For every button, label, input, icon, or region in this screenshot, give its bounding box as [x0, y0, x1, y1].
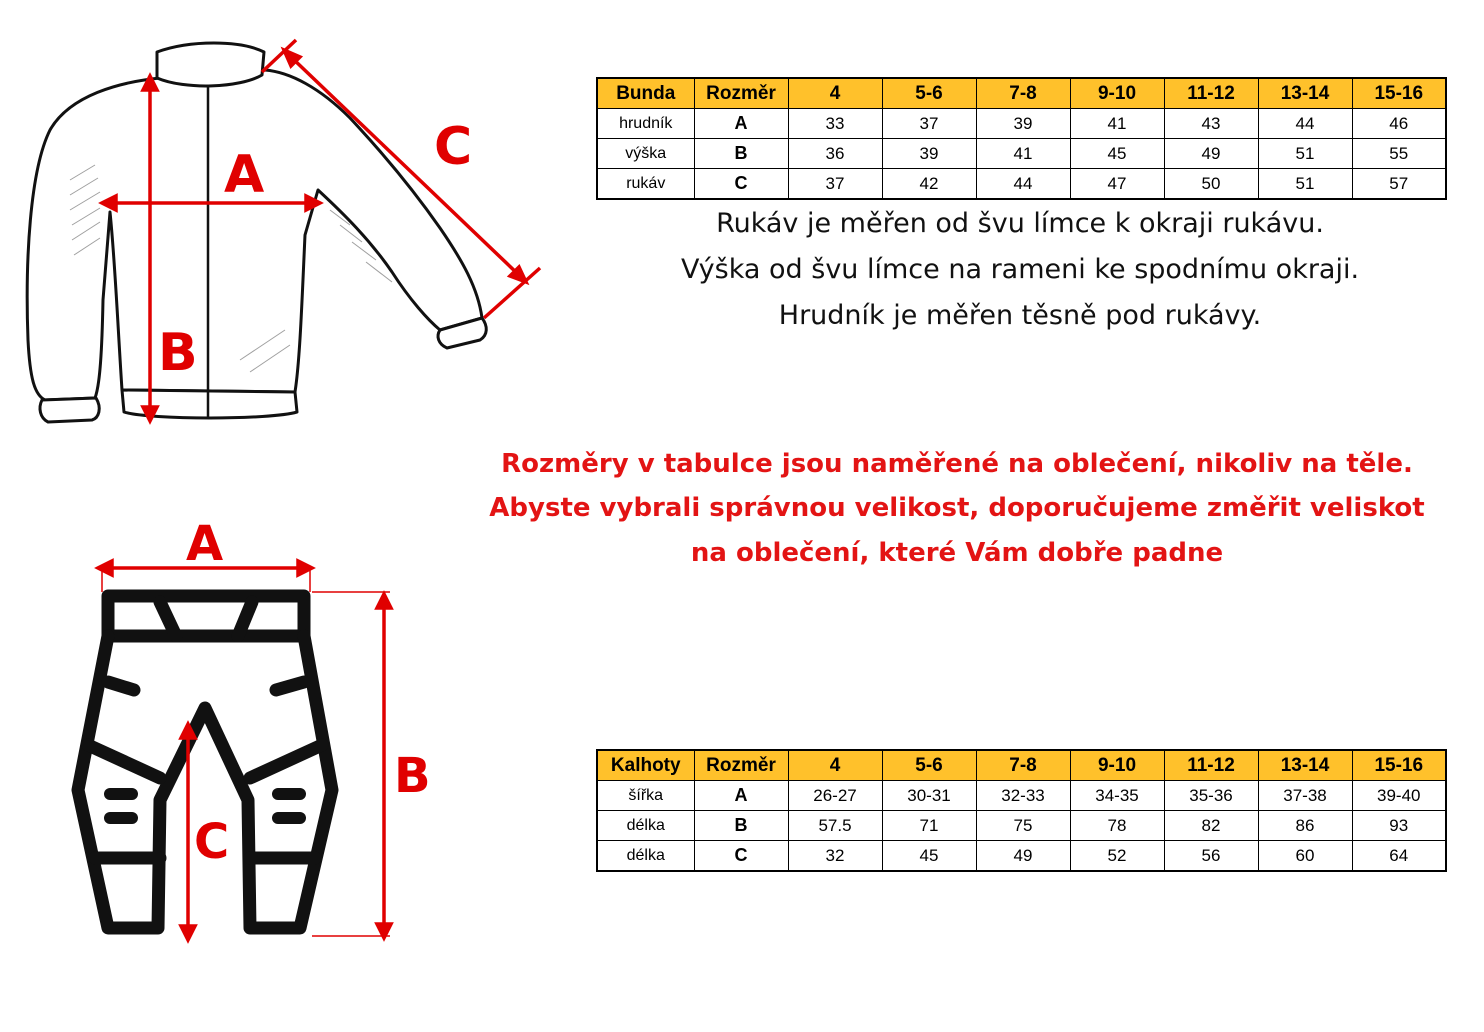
table-header-cell: Rozměr	[694, 750, 788, 781]
pants-label-c: C	[194, 814, 230, 870]
warning-line-1: Rozměry v tabulce jsou naměřené na oblečení, nikoliv na těle.	[501, 449, 1413, 479]
table-header-cell: Rozměr	[694, 78, 788, 109]
table-cell: 32-33	[976, 781, 1070, 811]
row-code: B	[694, 139, 788, 169]
row-label: výška	[597, 139, 694, 169]
table-cell: 93	[1352, 811, 1446, 841]
measurement-note-height: Výška od švu límce na rameni ke spodnímu okraji.	[680, 254, 1360, 285]
table-header-cell: 11-12	[1164, 750, 1258, 781]
table-cell: 43	[1164, 109, 1258, 139]
table-cell: 45	[882, 841, 976, 872]
table-cell: 41	[976, 139, 1070, 169]
table-cell: 42	[882, 169, 976, 200]
table-cell: 46	[1352, 109, 1446, 139]
table-header-cell: 9-10	[1070, 78, 1164, 109]
jacket-label-a: A	[224, 145, 265, 205]
table-cell: 49	[976, 841, 1070, 872]
table-cell: 33	[788, 109, 882, 139]
table-header-cell: 4	[788, 750, 882, 781]
row-code: A	[694, 109, 788, 139]
warning-line-2: Abyste vybrali správnou velikost, doporučujeme změřit veliskot	[489, 493, 1425, 523]
row-code: A	[694, 781, 788, 811]
row-label: délka	[597, 811, 694, 841]
pants-label-b: B	[394, 748, 431, 804]
table-cell: 35-36	[1164, 781, 1258, 811]
table-header-cell: 13-14	[1258, 78, 1352, 109]
table-header-cell: 15-16	[1352, 78, 1446, 109]
pants-table-header-row	[597, 750, 1446, 781]
pants-measurement-diagram	[0, 500, 450, 960]
table-cell: 44	[976, 169, 1070, 200]
table-cell: 36	[788, 139, 882, 169]
jacket-label-c: C	[434, 117, 473, 177]
jacket-label-b: B	[158, 323, 198, 383]
table-cell: 45	[1070, 139, 1164, 169]
row-label: hrudník	[597, 109, 694, 139]
table-cell: 52	[1070, 841, 1164, 872]
table-cell: 39	[976, 109, 1070, 139]
table-cell: 26-27	[788, 781, 882, 811]
table-header-cell: 15-16	[1352, 750, 1446, 781]
row-code: C	[694, 169, 788, 200]
table-cell: 50	[1164, 169, 1258, 200]
table-cell: 39-40	[1352, 781, 1446, 811]
table-cell: 75	[976, 811, 1070, 841]
pants-outline	[78, 596, 332, 928]
table-header-cell: 5-6	[882, 750, 976, 781]
table-cell: 60	[1258, 841, 1352, 872]
table-row	[597, 781, 1446, 811]
table-cell: 47	[1070, 169, 1164, 200]
table-header-cell: 7-8	[976, 78, 1070, 109]
table-cell: 78	[1070, 811, 1164, 841]
table-cell: 37	[882, 109, 976, 139]
table-cell: 49	[1164, 139, 1258, 169]
table-header-cell: Kalhoty	[597, 750, 694, 781]
jacket-size-table	[596, 77, 1447, 200]
table-cell: 32	[788, 841, 882, 872]
warning-line-3: na oblečení, které Vám dobře padne	[690, 538, 1224, 568]
measurement-note-sleeve: Rukáv je měřen od švu límce k okraji rukávu.	[716, 208, 1324, 239]
table-cell: 51	[1258, 169, 1352, 200]
table-cell: 82	[1164, 811, 1258, 841]
table-header-cell: 11-12	[1164, 78, 1258, 109]
table-cell: 51	[1258, 139, 1352, 169]
table-cell: 39	[882, 139, 976, 169]
table-header-cell: 5-6	[882, 78, 976, 109]
jacket-table-header-row	[597, 78, 1446, 109]
row-label: délka	[597, 841, 694, 872]
row-label: rukáv	[597, 169, 694, 200]
table-cell: 86	[1258, 811, 1352, 841]
row-label: šířka	[597, 781, 694, 811]
table-header-cell: 7-8	[976, 750, 1070, 781]
pants-label-a: A	[186, 516, 224, 572]
table-cell: 55	[1352, 139, 1446, 169]
table-row	[597, 169, 1446, 200]
table-cell: 41	[1070, 109, 1164, 139]
table-cell: 56	[1164, 841, 1258, 872]
table-row	[597, 841, 1446, 872]
jacket-measurement-diagram	[0, 0, 560, 440]
pants-size-table	[596, 749, 1447, 872]
table-cell: 34-35	[1070, 781, 1164, 811]
row-code: C	[694, 841, 788, 872]
table-header-cell: 4	[788, 78, 882, 109]
table-row	[597, 811, 1446, 841]
table-cell: 71	[882, 811, 976, 841]
jacket-outline	[27, 43, 486, 422]
table-cell: 64	[1352, 841, 1446, 872]
row-code: B	[694, 811, 788, 841]
table-row	[597, 109, 1446, 139]
table-row	[597, 139, 1446, 169]
table-cell: 44	[1258, 109, 1352, 139]
measurement-note-chest: Hrudník je měřen těsně pod rukávy.	[778, 300, 1262, 331]
table-cell: 37	[788, 169, 882, 200]
table-cell: 30-31	[882, 781, 976, 811]
table-cell: 37-38	[1258, 781, 1352, 811]
table-cell: 57.5	[788, 811, 882, 841]
table-header-cell: Bunda	[597, 78, 694, 109]
table-header-cell: 13-14	[1258, 750, 1352, 781]
table-cell: 57	[1352, 169, 1446, 200]
table-header-cell: 9-10	[1070, 750, 1164, 781]
